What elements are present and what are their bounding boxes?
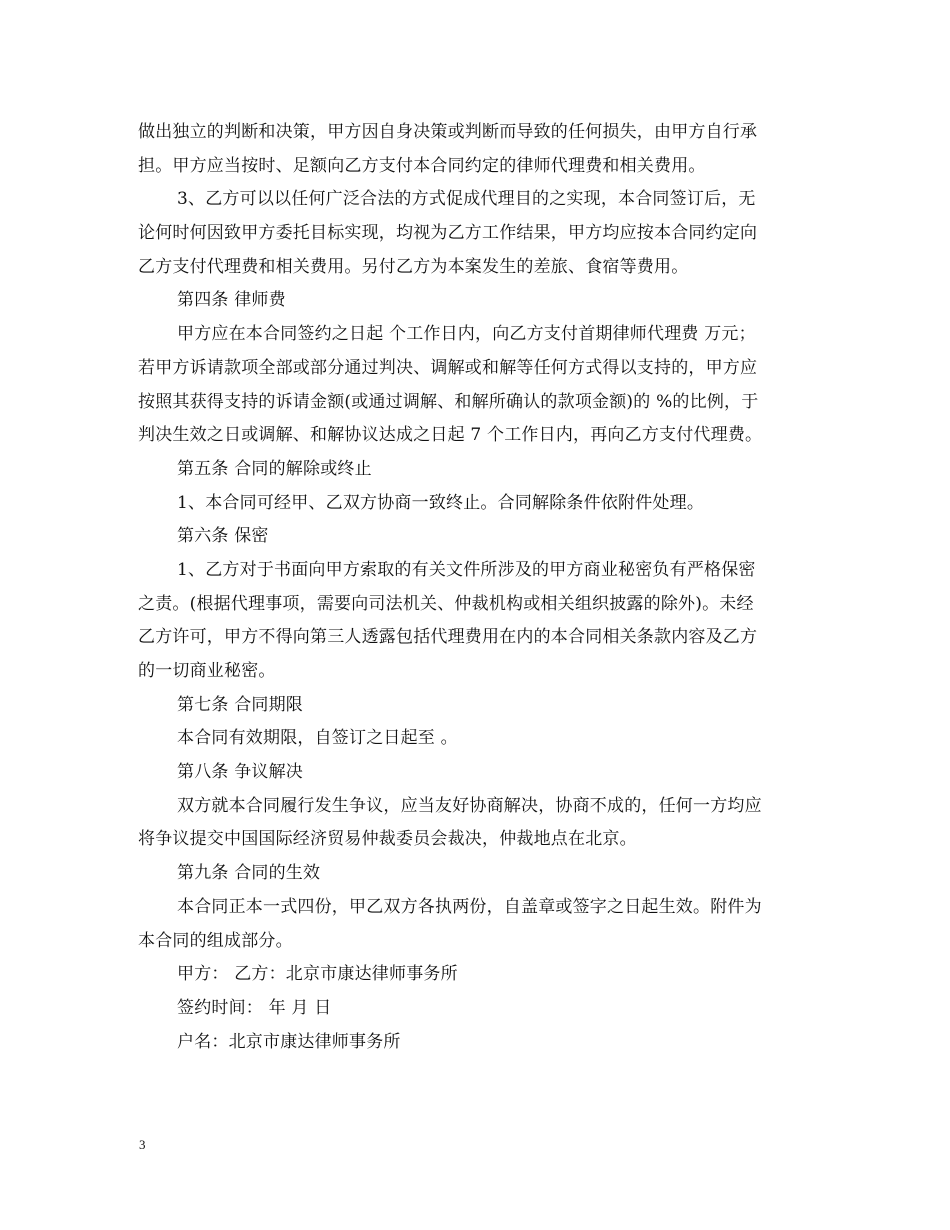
paragraph-line: 1、乙方对于书面向甲方索取的有关文件所涉及的甲方商业秘密负有严格保密 bbox=[177, 559, 756, 580]
document-body bbox=[138, 116, 810, 1059]
paragraph-line: 担。甲方应当按时、足额向乙方支付本合同约定的律师代理费和相关费用。 bbox=[138, 155, 706, 176]
section-heading: 第四条 律师费 bbox=[177, 290, 286, 311]
paragraph-line: 判决生效之日或调解、和解协议达成之日起 7 个工作日内，再向乙方支付代理费。 bbox=[138, 425, 763, 446]
paragraph-line: 乙方支付代理费和相关费用。另付乙方为本案发生的差旅、食宿等费用。 bbox=[138, 256, 689, 277]
paragraph-line: 按照其获得支持的诉请金额(或通过调解、和解所确认的款项金额)的 %的比例，于 bbox=[138, 391, 759, 412]
paragraph-line: 本合同有效期限，自签订之日起至 。 bbox=[177, 728, 458, 749]
section-heading: 第六条 保密 bbox=[177, 526, 269, 547]
signature-parties: 甲方： 乙方：北京市康达律师事务所 bbox=[177, 964, 458, 985]
page-number: 3 bbox=[139, 1137, 146, 1152]
section-heading: 第五条 合同的解除或终止 bbox=[177, 458, 372, 479]
paragraph-line: 1、本合同可经甲、乙双方协商一致终止。合同解除条件依附件处理。 bbox=[177, 492, 705, 513]
paragraph-line: 之责。(根据代理事项，需要向司法机关、仲裁机构或相关组织披露的除外)。未经 bbox=[138, 593, 754, 614]
signing-date: 签约时间： 年 月 日 bbox=[177, 997, 332, 1018]
paragraph-line: 甲方应在本合同签约之日起 个工作日内，向乙方支付首期律师代理费 万元； bbox=[177, 324, 756, 345]
paragraph-line: 3、乙方可以以任何广泛合法的方式促成代理目的之实现，本合同签订后，无 bbox=[177, 189, 756, 210]
section-heading: 第八条 争议解决 bbox=[177, 762, 304, 783]
section-heading: 第九条 合同的生效 bbox=[177, 863, 321, 884]
paragraph-line: 的一切商业秘密。 bbox=[138, 661, 276, 681]
paragraph-line: 本合同正本一式四份，甲乙双方各执两份，自盖章或签字之日起生效。附件为 bbox=[177, 896, 762, 917]
paragraph-line: 若甲方诉请款项全部或部分通过判决、调解或和解等任何方式得以支持的，甲方应 bbox=[138, 357, 758, 378]
paragraph-line: 双方就本合同履行发生争议，应当友好协商解决，协商不成的，任何一方均应 bbox=[177, 795, 762, 816]
paragraph-line: 做出独立的判断和决策，甲方因自身决策或判断而导致的任何损失，由甲方自行承 bbox=[138, 122, 758, 142]
paragraph-line: 将争议提交中国国际经济贸易仲裁委员会裁决，仲裁地点在北京。 bbox=[138, 829, 637, 850]
account-name: 户名：北京市康达律师事务所 bbox=[177, 1031, 401, 1052]
paragraph-line: 本合同的组成部分。 bbox=[138, 930, 293, 951]
paragraph-line: 乙方许可，甲方不得向第三人透露包括代理费用在内的本合同相关条款内容及乙方 bbox=[138, 627, 758, 648]
paragraph-line: 论何时何因致甲方委托目标实现，均视为乙方工作结果，甲方均应按本合同约定向 bbox=[138, 223, 758, 244]
section-heading: 第七条 合同期限 bbox=[177, 694, 304, 715]
